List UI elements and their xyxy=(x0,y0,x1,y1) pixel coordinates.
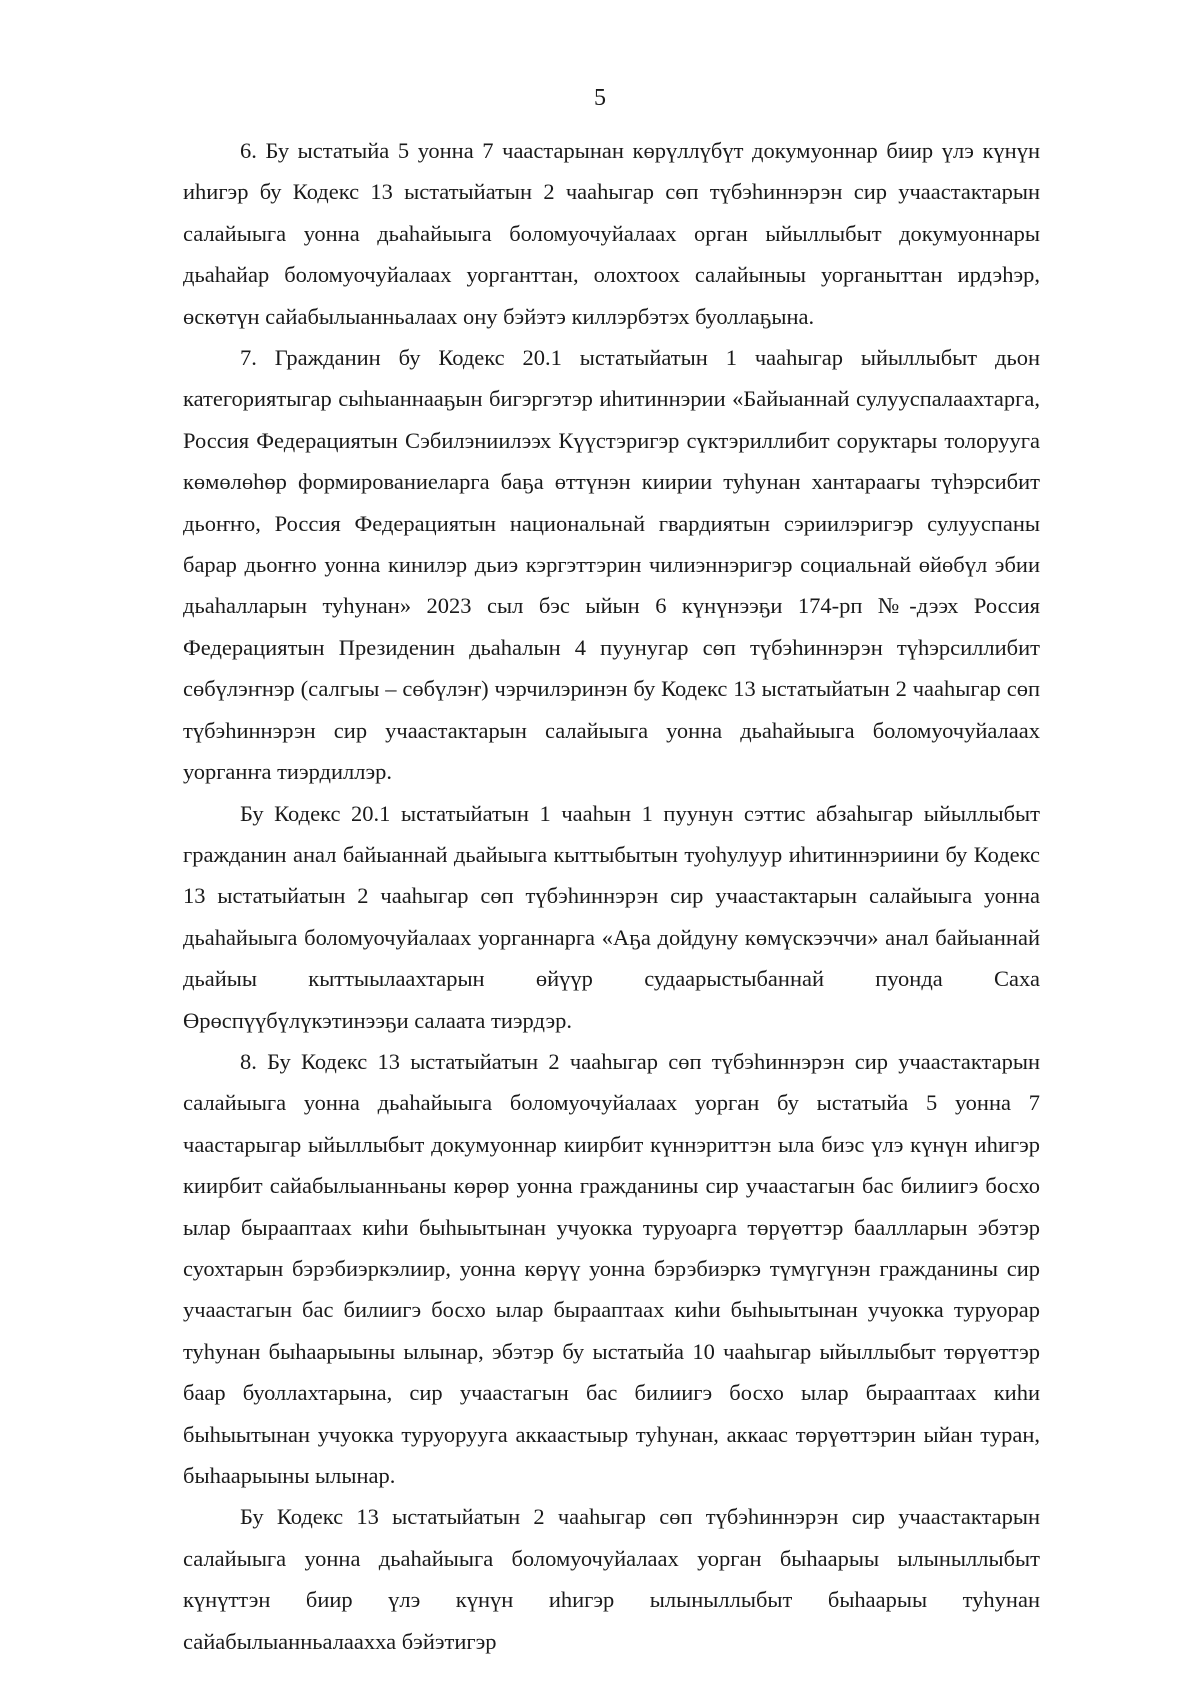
paragraph-7-second: Бу Кодекс 20.1 ыстатыйатын 1 чааһын 1 пуунун сэттис абзаһыгар ыйыллыбыт гражданин анал байыаннай дьайыыга кыттыбытын туоһулуур иһитиннэриини бу Кодекс 13 ыстатыйатын 2 чааһыгар сөп түбэһиннэрэн сир учаастактарын салайыыга уонна дьаһайыыга боломуочуйалаах уорганнарга «Аҕа дойдуну көмүскээччи» анал байыаннай дьайыы кыттыылаахтарын өйүүр судаарыстыбаннай пуонда Саха Өрөспүүбүлүкэтинээҕи салаата тиэрдэр. xyxy=(183,800,1040,1033)
paragraph-6: 6. Бу ыстатыйа 5 уонна 7 чаастарынан көрүллүбүт докумуоннар биир үлэ күнүн иһигэр бу Кодекс 13 ыстатыйатын 2 чааһыгар сөп түбэһиннэрэн сир учаастактарын салайыыга уонна дьаһайыыга боломуочуйалаах орган ыйыллыбыт докумуоннары дьаһайар боломуочуйалаах уорганттан, олохтоох салайыныы уорганыттан ирдэһэр, өскөтүн сайабылыанньалаах ону бэйэтэ киллэрбэтэх буоллаҕына. xyxy=(183,138,1040,329)
paragraph-8-second: Бу Кодекс 13 ыстатыйатын 2 чааһыгар сөп түбэһиннэрэн сир учаастактарын салайыыга уонна дьаһайыыга боломуочуйалаах уорган быһаарыы ылыныллыбыт күнүттэн биир үлэ күнүн иһигэр ылыныллыбыт быһаарыы туһунан сайабылыанньалаахха бэйэтигэр xyxy=(183,1504,1040,1654)
document-body xyxy=(183,130,1040,1662)
page-number: 5 xyxy=(594,85,606,111)
paragraph-7: 7. Гражданин бу Кодекс 20.1 ыстатыйатын 1 чааһыгар ыйыллыбыт дьон категориятыгар сыһыаннааҕын бигэргэтэр иһитиннэрии «Байыаннай сулууспалаахтарга, Россия Федерациятын Сэбилэниилээх Күүстэригэр сүктэриллибит соруктары толорууга көмөлөһөр формированиеларга баҕа өттүнэн киирии туһунан хантараагы түһэрсибит дьоҥҥо, Россия Федерациятын национальнай гвардиятын сэриилэригэр сулууспаны барар дьоҥҥо уонна кинилэр дьиэ кэргэттэрин чилиэннэригэр социальнай өйөбүл эбии дьаһалларын туһунан» 2023 сыл бэс ыйын 6 күнүнээҕи 174-рп №-дээх Россия Федерациятын Президенин дьаһалын 4 пуунугар сөп түбэһиннэрэн түһэрсиллибит сөбүлэҥнэр (салгыы – сөбүлэҥ) чэрчилэринэн бу Кодекс 13 ыстатыйатын 2 чааһыгар сөп түбэһиннэрэн сир учаастактарын салайыыга уонна дьаһайыыга боломуочуйалаах уорганҥа тиэрдиллэр. xyxy=(183,345,1040,785)
paragraph-8: 8. Бу Кодекс 13 ыстатыйатын 2 чааһыгар сөп түбэһиннэрэн сир учаастактарын салайыыга уонна дьаһайыыга боломуочуйалаах уорган бу ыстатыйа 5 уонна 7 чаастарыгар ыйыллыбыт докумуоннар киирбит күннэриттэн ыла биэс үлэ күнүн иһигэр киирбит сайабылыанньаны көрөр уонна гражданины сир учаастагын бас билиигэ босхо ылар бырааптаах киһи быһыытынан учуокка туруоарга төрүөттэр бааллларын эбэтэр суохтарын бэрэбиэркэлиир, уонна көрүү уонна бэрэбиэркэ түмүгүнэн гражданины сир учаастагын бас билиигэ босхо ылар бырааптаах киһи быһыытынан учуокка туруорар туһунан быһаарыыны ылынар, эбэтэр бу ыстатыйа 10 чааһыгар ыйыллыбыт төрүөттэр баар буоллахтарына, сир учаастагын бас билиигэ босхо ылар бырааптаах киһи быһыытынан учуокка туруорууга аккаастыыр туһунан, аккаас төрүөттэрин ыйан туран, быһаарыыны ылынар. xyxy=(183,1048,1040,1488)
